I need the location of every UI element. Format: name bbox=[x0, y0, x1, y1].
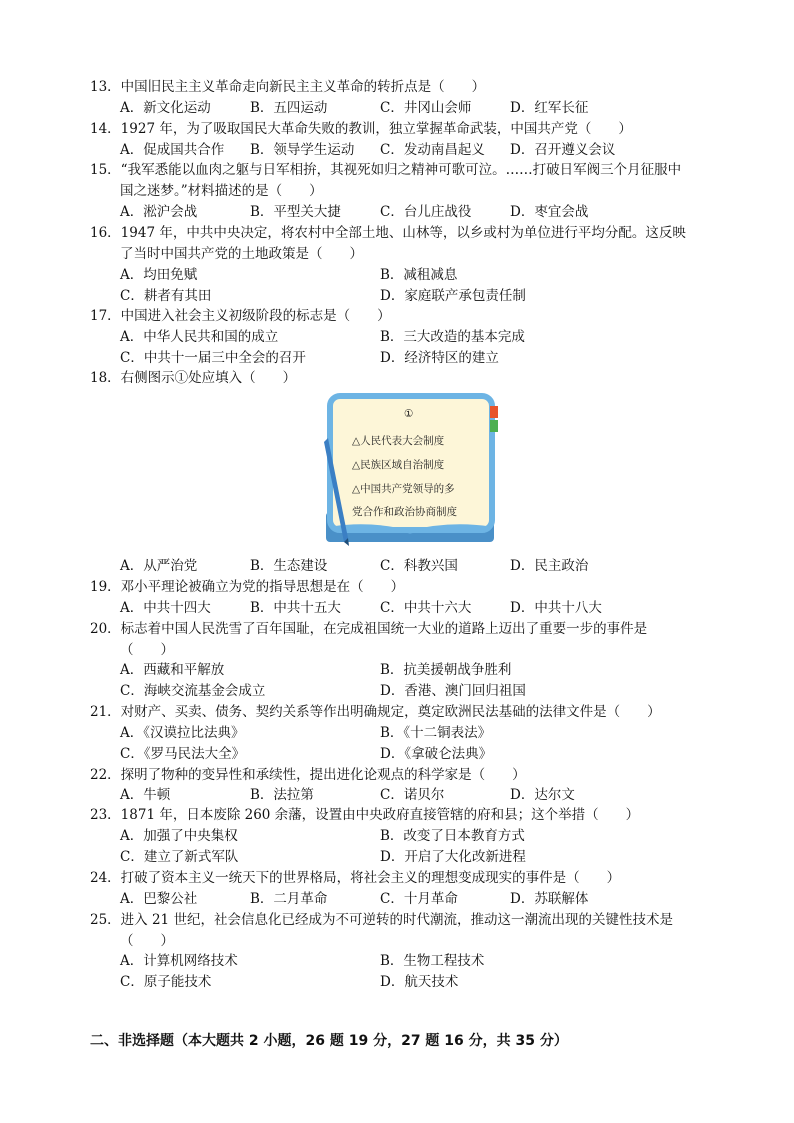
q24-option-b: B．二月革命 bbox=[250, 891, 328, 907]
q16-option-d: D．家庭联产承包责任制 bbox=[380, 288, 526, 304]
question-20-stem-cont: （ ） bbox=[120, 642, 174, 658]
q22-option-b: B．法拉第 bbox=[250, 787, 314, 803]
q21-option-c: C．《罗马民法大全》 bbox=[120, 746, 246, 762]
q22-option-a: A．牛顿 bbox=[120, 787, 171, 803]
q17-option-a: A．中华人民共和国的成立 bbox=[120, 329, 279, 345]
q24-option-a: A．巴黎公社 bbox=[120, 891, 198, 907]
question-20-stem: 20．标志着中国人民洗雪了百年国耻，在完成祖国统一大业的道路上迈出了重要一步的事件是 bbox=[90, 621, 648, 637]
q15-option-d: D．枣宜会战 bbox=[510, 204, 589, 220]
q21-option-a: A．《汉谟拉比法典》 bbox=[120, 725, 245, 741]
q23-option-a: A．加强了中央集权 bbox=[120, 828, 238, 844]
question-19-stem: 19．邓小平理论被确立为党的指导思想是在（ ） bbox=[90, 579, 405, 595]
question-22-stem: 22．探明了物种的变异性和承续性，提出进化论观点的科学家是（ ） bbox=[90, 767, 526, 783]
q17-option-b: B．三大改造的基本完成 bbox=[380, 329, 525, 345]
q13-option-c: C．井冈山会师 bbox=[380, 100, 472, 116]
q15-option-b: B．平型关大捷 bbox=[250, 204, 341, 220]
question-15-stem-cont: 国之迷梦。”材料描述的是（ ） bbox=[120, 183, 323, 199]
question-16-stem-cont: 了当时中国共产党的土地政策是（ ） bbox=[120, 246, 363, 262]
q17-option-c: C．中共十一届三中全会的召开 bbox=[120, 350, 306, 366]
diagram-item-3: △中国共产党领导的多 bbox=[352, 483, 455, 495]
diagram-marker: ① bbox=[404, 408, 414, 420]
q16-option-b: B．减租减息 bbox=[380, 267, 458, 283]
q17-option-d: D．经济特区的建立 bbox=[380, 350, 499, 366]
diagram-item-4: 党合作和政治协商制度 bbox=[352, 506, 457, 518]
book-diagram bbox=[318, 392, 502, 548]
q20-option-c: C．海峡交流基金会成立 bbox=[120, 683, 266, 699]
q18-option-c: C．科教兴国 bbox=[380, 558, 458, 574]
question-25-stem-cont: （ ） bbox=[120, 933, 174, 949]
q13-option-b: B．五四运动 bbox=[250, 100, 328, 116]
diagram-item-1: △人民代表大会制度 bbox=[352, 435, 445, 447]
bookmark-green-icon bbox=[490, 420, 498, 432]
question-21-stem: 21．对财产、买卖、债务、契约关系等作出明确规定，奠定欧洲民法基础的法律文件是（ ） bbox=[90, 704, 661, 720]
q21-option-d: D．《拿破仑法典》 bbox=[380, 746, 493, 762]
q19-option-c: C．中共十六大 bbox=[380, 600, 472, 616]
q18-option-d: D．民主政治 bbox=[510, 558, 589, 574]
section-2-heading: 二、非选择题（本大题共 2 小题，26 题 19 分，27 题 16 分，共 35 分） bbox=[90, 1033, 568, 1049]
bookmark-red-icon bbox=[490, 406, 498, 418]
q16-option-a: A．均田免赋 bbox=[120, 267, 198, 283]
question-14-stem: 14．1927 年，为了吸取国民大革命失败的教训，独立掌握革命武装，中国共产党（ ） bbox=[90, 121, 632, 137]
q19-option-d: D．中共十八大 bbox=[510, 600, 602, 616]
question-16-stem: 16．1947 年，中共中央决定，将农村中全部土地、山林等，以乡或村为单位进行平均分配。这反映 bbox=[90, 225, 686, 241]
q14-option-b: B．领导学生运动 bbox=[250, 142, 355, 158]
q24-option-c: C．十月革命 bbox=[380, 891, 458, 907]
q14-option-a: A．促成国共合作 bbox=[120, 142, 225, 158]
q13-option-d: D．红军长征 bbox=[510, 100, 589, 116]
question-25-stem: 25．进入 21 世纪，社会信息化已经成为不可逆转的时代潮流，推动这一潮流出现的关键性技术是 bbox=[90, 912, 673, 928]
q18-option-a: A．从严治党 bbox=[120, 558, 198, 574]
q19-option-a: A．中共十四大 bbox=[120, 600, 211, 616]
question-18-stem: 18．右侧图示①处应填入（ ） bbox=[90, 370, 297, 386]
q14-option-c: C．发动南昌起义 bbox=[380, 142, 485, 158]
q15-option-c: C．台儿庄战役 bbox=[380, 204, 472, 220]
q20-option-b: B．抗美援朝战争胜利 bbox=[380, 662, 512, 678]
q14-option-d: D．召开遵义会议 bbox=[510, 142, 616, 158]
q25-option-c: C．原子能技术 bbox=[120, 974, 212, 990]
q24-option-d: D．苏联解体 bbox=[510, 891, 589, 907]
q23-option-b: B．改变了日本教育方式 bbox=[380, 828, 525, 844]
q20-option-d: D．香港、澳门回归祖国 bbox=[380, 683, 526, 699]
q25-option-d: D．航天技术 bbox=[380, 974, 459, 990]
q13-option-a: A．新文化运动 bbox=[120, 100, 211, 116]
q20-option-a: A．西藏和平解放 bbox=[120, 662, 225, 678]
q18-option-b: B．生态建设 bbox=[250, 558, 328, 574]
q15-option-a: A．淞沪会战 bbox=[120, 204, 198, 220]
q21-option-b: B．《十二铜表法》 bbox=[380, 725, 492, 741]
question-24-stem: 24．打破了资本主义一统天下的世界格局，将社会主义的理想变成现实的事件是（ ） bbox=[90, 870, 621, 886]
q23-option-d: D．开启了大化改新进程 bbox=[380, 849, 526, 865]
q19-option-b: B．中共十五大 bbox=[250, 600, 341, 616]
question-17-stem: 17．中国进入社会主义初级阶段的标志是（ ） bbox=[90, 308, 391, 324]
q22-option-c: C．诺贝尔 bbox=[380, 787, 445, 803]
q25-option-b: B．生物工程技术 bbox=[380, 953, 485, 969]
question-13-stem: 13．中国旧民主主义革命走向新民主主义革命的转折点是（ ） bbox=[90, 79, 486, 95]
q25-option-a: A．计算机网络技术 bbox=[120, 953, 238, 969]
question-23-stem: 23．1871 年，日本废除 260 余藩，设置由中央政府直接管辖的府和县；这个举措（ ） bbox=[90, 807, 640, 823]
question-15-stem: 15．“我军悉能以血肉之躯与日军相拚，其视死如归之精神可歌可泣。……打破日军阀三个月征服中 bbox=[90, 162, 682, 178]
q22-option-d: D．达尔文 bbox=[510, 787, 575, 803]
diagram-item-2: △民族区域自治制度 bbox=[352, 459, 445, 471]
q23-option-c: C．建立了新式军队 bbox=[120, 849, 239, 865]
q16-option-c: C．耕者有其田 bbox=[120, 288, 212, 304]
